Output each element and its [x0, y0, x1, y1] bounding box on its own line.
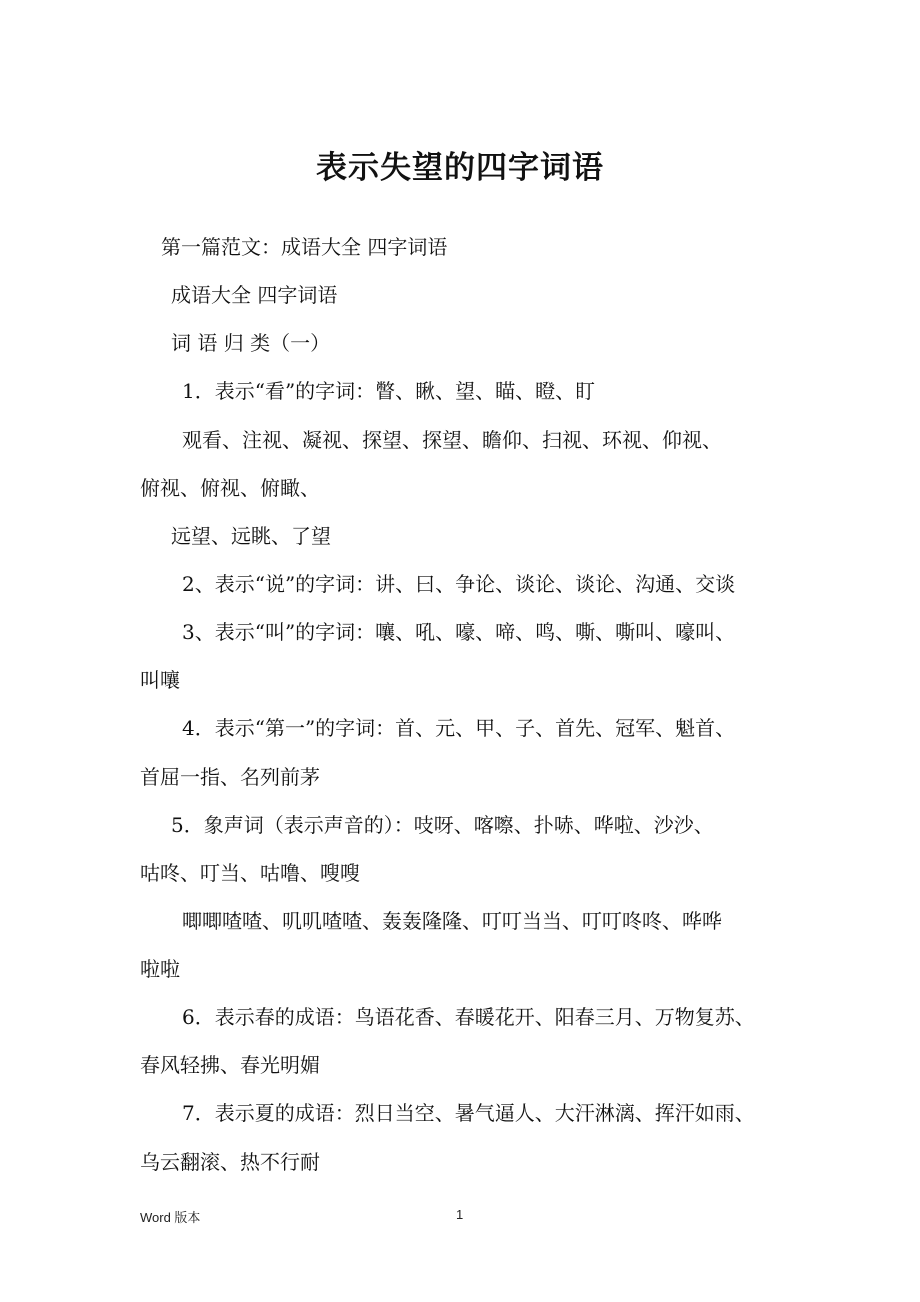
section-heading: 第一篇范文：成语大全 四字词语: [161, 235, 448, 259]
paragraph-line: 春风轻拂、春光明媚: [140, 1053, 320, 1077]
paragraph-line: 2、表示“说”的字词：讲、曰、争论、谈论、谈论、沟通、交谈: [182, 572, 736, 596]
category-heading: 词 语 归 类（一）: [171, 331, 331, 355]
paragraph-line: 3、表示“叫”的字词：嚷、吼、嚎、啼、鸣、嘶、嘶叫、嚎叫、: [182, 620, 736, 644]
paragraph-line: 乌云翻滚、热不行耐: [140, 1150, 320, 1174]
paragraph-line: 1．表示“看”的字词：瞥、瞅、望、瞄、瞪、盯: [182, 379, 596, 403]
paragraph-line: 7．表示夏的成语：烈日当空、暑气逼人、大汗淋漓、挥汗如雨、: [182, 1101, 755, 1125]
paragraph-line: 6．表示春的成语：鸟语花香、春暖花开、阳春三月、万物复苏、: [182, 1005, 755, 1029]
paragraph-line: 远望、远眺、了望: [171, 524, 331, 548]
subheading: 成语大全 四字词语: [171, 283, 338, 307]
paragraph-line: 叫嚷: [140, 668, 180, 692]
page-title: 表示失望的四字词语: [316, 150, 604, 186]
paragraph-line: 首屈一指、名列前茅: [140, 765, 320, 789]
page-number: 1: [456, 1207, 464, 1222]
paragraph-line: 5．象声词（表示声音的）：吱呀、喀嚓、扑哧、哗啦、沙沙、: [171, 813, 714, 837]
paragraph-line: 啦啦: [140, 957, 180, 981]
paragraph-line: 俯视、俯视、俯瞰、: [140, 476, 320, 500]
footer-label: Word 版本: [140, 1210, 201, 1225]
paragraph-line: 唧唧喳喳、叽叽喳喳、轰轰隆隆、叮叮当当、叮叮咚咚、哗哗: [182, 909, 722, 933]
paragraph-line: 咕咚、叮当、咕噜、嗖嗖: [140, 861, 360, 885]
paragraph-line: 4．表示“第一”的字词：首、元、甲、子、首先、冠军、魁首、: [182, 716, 736, 740]
paragraph-line: 观看、注视、凝视、探望、探望、瞻仰、扫视、环视、仰视、: [182, 428, 722, 452]
